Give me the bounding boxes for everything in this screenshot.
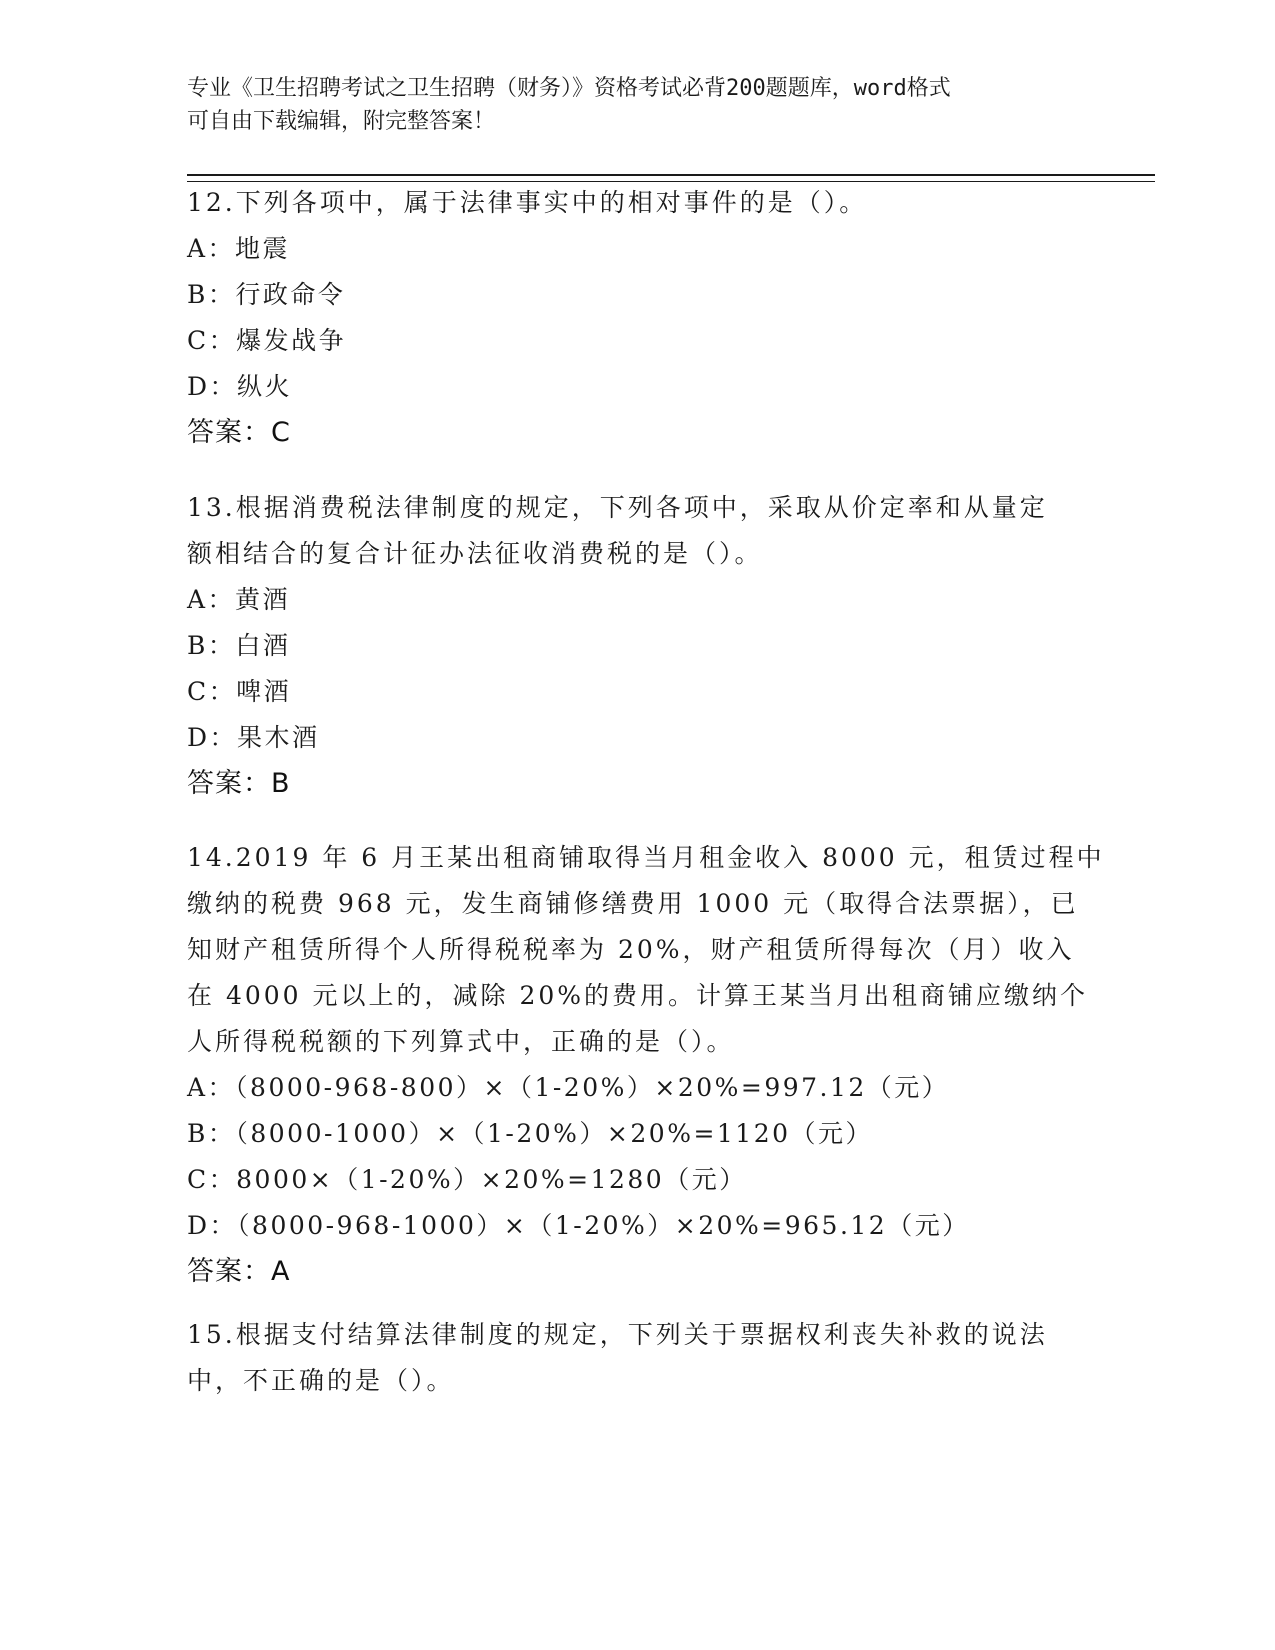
answer-line: 答案：C [187,417,291,448]
question-stem [187,1312,1087,1404]
question-stem [187,485,1087,577]
option-a: A：黄酒 [187,585,291,614]
header-rule-thick [187,174,1155,176]
option-b: B：（8000-1000）×（1-20%）×20%=1120（元） [187,1119,874,1148]
stem-line: 知财产租赁所得个人所得税税率为 20%，财产租赁所得每次（月）收入 [187,935,1075,964]
stem-line: 人所得税税额的下列算式中，正确的是（）。 [187,1027,735,1056]
stem-line: 12.下列各项中，属于法律事实中的相对事件的是（）。 [187,188,868,217]
option-a: A：（8000-968-800）×（1-20%）×20%=997.12（元） [187,1073,950,1102]
option-a: A：地震 [187,234,291,263]
option-b: B：行政命令 [187,280,346,309]
option-d: D：果木酒 [187,723,320,752]
question-13 [187,485,1087,807]
option-c: C：爆发战争 [187,326,347,355]
question-14 [187,835,1105,1295]
option-c: C：8000×（1-20%）×20%=1280（元） [187,1165,747,1194]
question-15 [187,1312,1087,1404]
stem-line: 缴纳的税费 968 元，发生商铺修缮费用 1000 元（取得合法票据），已 [187,889,1079,918]
stem-line: 额相结合的复合计征办法征收消费税的是（）。 [187,539,763,568]
answer-line: 答案：B [187,768,291,799]
option-d: D：（8000-968-1000）×（1-20%）×20%=965.12（元） [187,1211,970,1240]
stem-line: 中，不正确的是（）。 [187,1366,455,1395]
option-b: B：白酒 [187,631,291,660]
header-line-2: 可自由下载编辑，附完整答案！ [187,109,496,134]
option-d: D：纵火 [187,372,293,401]
answer-line: 答案：A [187,1256,291,1287]
stem-line: 13.根据消费税法律制度的规定，下列各项中，采取从价定率和从量定 [187,493,1048,522]
question-stem [187,180,1087,226]
header-line-1: 专业《卫生招聘考试之卫生招聘（财务）》资格考试必背200题题库，word格式 [187,76,951,101]
option-c: C：啤酒 [187,677,292,706]
stem-line: 14.2019 年 6 月王某出租商铺取得当月租金收入 8000 元，租赁过程中 [187,843,1105,872]
stem-line: 在 4000 元以上的，减除 20%的费用。计算王某当月出租商铺应缴纳个 [187,981,1089,1010]
question-stem [187,835,1105,1065]
document-header [187,72,1067,138]
stem-line: 15.根据支付结算法律制度的规定，下列关于票据权利丧失补救的说法 [187,1320,1048,1349]
question-12 [187,180,1087,456]
